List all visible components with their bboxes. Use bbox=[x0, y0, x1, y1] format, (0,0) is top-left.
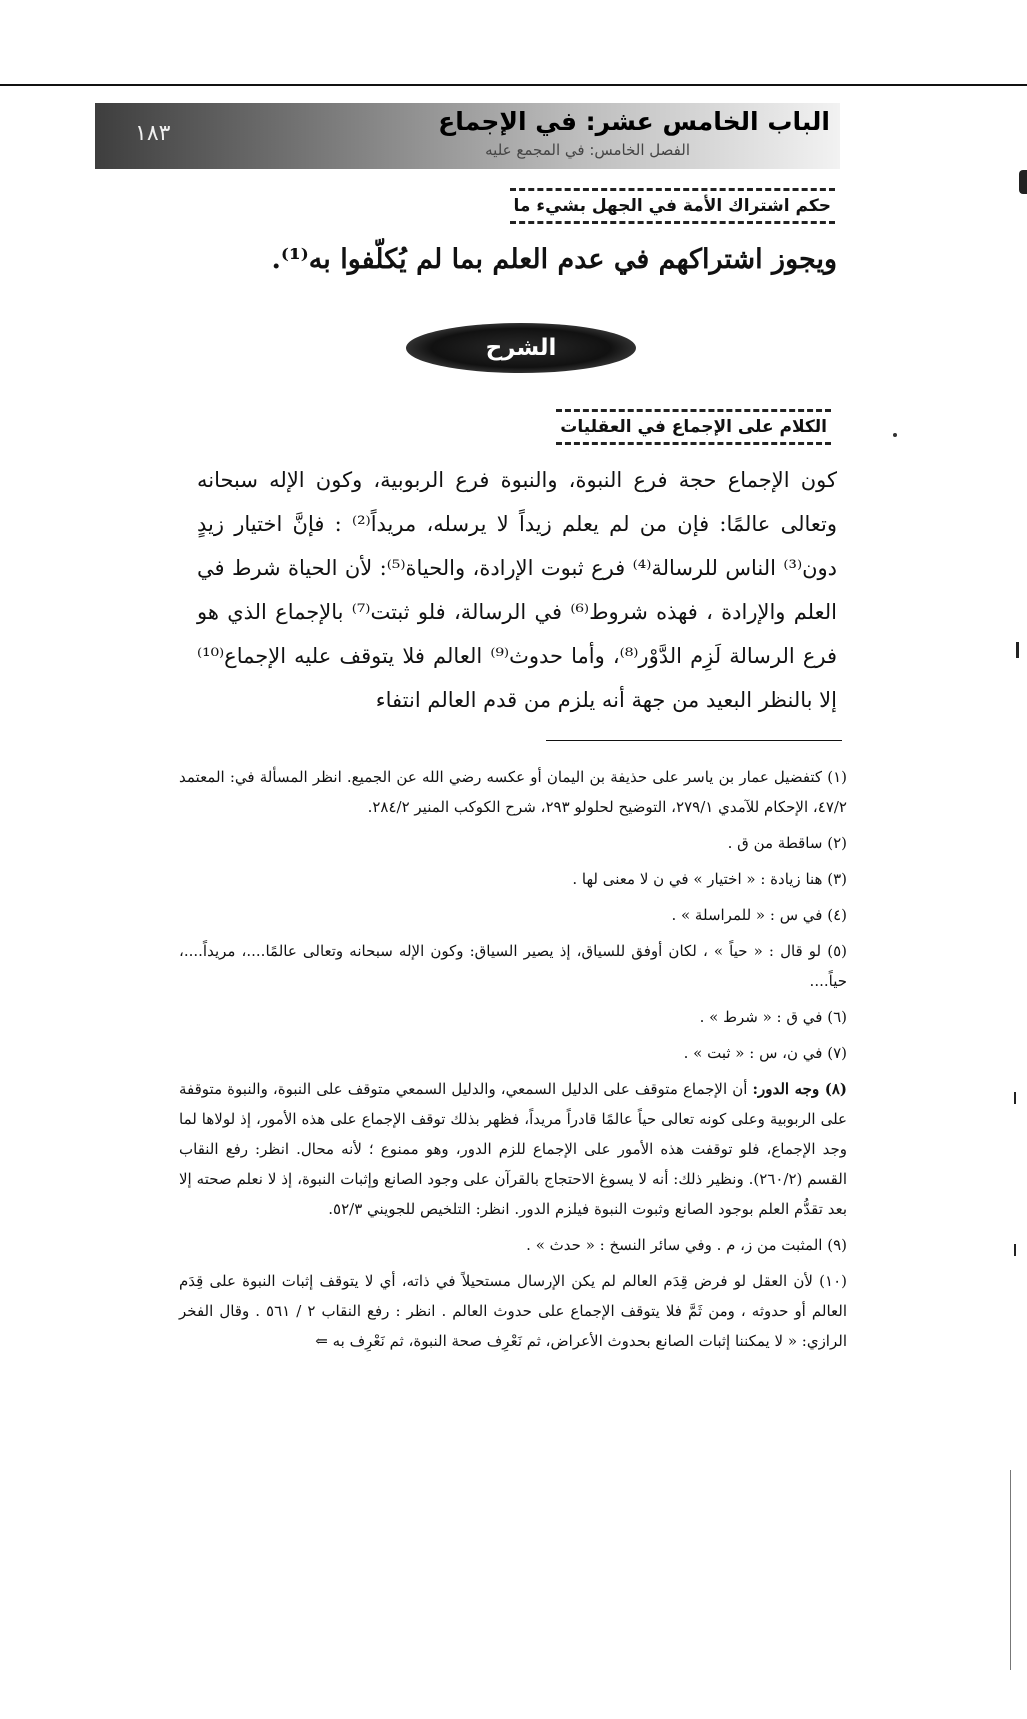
footnote-7: (٧) في ن، س : « ثبت » . bbox=[683, 1044, 847, 1062]
footnote-1: (١) كتفضيل عمار بن ياسر على حذيفة بن اليمان أو عكسه رضي الله عن الجميع. انظر المسألة في: المعتمد ٤٧/٢، الإحكام للآمدي ٢٧٩/١، التوضيح لحلولو ٢٩٣، شرح الكوكب المنير ٢٨٤/٢. bbox=[179, 768, 847, 816]
margin-mark bbox=[1016, 642, 1019, 658]
side-rule bbox=[1010, 1470, 1011, 1670]
footnote-8-lead: (٨) وجه الدور: bbox=[752, 1080, 847, 1098]
footnotes bbox=[179, 762, 847, 1362]
footnote-rule bbox=[546, 740, 842, 741]
footnote-2: (٢) ساقطة من ق . bbox=[727, 834, 847, 852]
main-text: ويجوز اشتراكهم في عدم العلم بما لم يُكلّفوا به⁽¹⁾. bbox=[271, 244, 837, 275]
footnote-4: (٤) في س : « للمراسلة » . bbox=[671, 906, 847, 924]
section-heading-rational: الكلام على الإجماع في العقليات bbox=[556, 409, 831, 445]
dot-mark bbox=[893, 433, 897, 437]
section-subtitle: الفصل الخامس: في المجمع عليه bbox=[485, 141, 690, 159]
margin-mark bbox=[1014, 1092, 1016, 1104]
margin-mark bbox=[1014, 1244, 1016, 1256]
footnote-8 bbox=[179, 1074, 847, 1224]
footnote-8-text: أن الإجماع متوقف على الدليل السمعي، والدليل السمعي متوقف على النبوة، والنبوة متوقفة على الربوبية وعلى كونه تعالى حياً عالمًا قادراً مريداً، فظهر بذلك توقف الإجماع على هذه الأمور، إذ لولاها لما وجد الإجماع، فلو توقفت هذه الأمور على الإجماع للزم الدور، وهو ممنوع ؛ لأنه محال. انظر: رفع النقاب القسم (٢٦٠/٢). ونظير ذلك: أنه لا يسوغ الاحتجاج بالقرآن على وجود الصانع وإثبات النبوة، إذ لا نعلم صحته إلا بعد تقدُّم العلم بوجود الصانع وثبوت النبوة فيلزم الدور. انظر: التلخيص للجويني ٥٢/٣. bbox=[179, 1080, 848, 1218]
section-heading-ignorance: حكم اشتراك الأمة في الجهل بشيء ما bbox=[510, 188, 835, 224]
chapter-title: الباب الخامس عشر: في الإجماع bbox=[438, 107, 830, 136]
margin-mark bbox=[1019, 170, 1027, 194]
footnote-6: (٦) في ق : « شرط » . bbox=[699, 1008, 847, 1026]
page-number: ١٨٣ bbox=[135, 121, 171, 146]
top-rule bbox=[0, 84, 1027, 86]
footnote-10: (١٠) لأن العقل لو فرض قِدَم العالم لم يكن الإرسال مستحيلاً في ذاته، أي لا يتوقف إثبات النبوة على قِدَم العالم أو حدوثه ، ومن ثَمَّ فلا يتوقف الإجماع على حدوث العالم . انظر : رفع النقاب ٢ / ٥٦١ . وقال الفخر الرازي: « لا يمكننا إثبات الصانع بحدوث الأعراض، ثم نَعْرِف صحة النبوة، ثم نَعْرِف به ⇐ bbox=[179, 1272, 847, 1350]
footnote-9: (٩) المثبت من ز، م . وفي سائر النسخ : « حدث » . bbox=[526, 1236, 847, 1254]
page-header bbox=[95, 103, 840, 169]
commentary-paragraph: كون الإجماع حجة فرع النبوة، والنبوة فرع الربوبية، وكون الإله سبحانه وتعالى عالمًا: فإن من لم يعلم زيداً لا يرسله، مريداً⁽²⁾ : فإنَّ اختيار زيدٍ دون⁽³⁾ الناس للرسالة⁽⁴⁾ فرع ثبوت الإرادة، والحياة⁽⁵⁾: لأن الحياة شرط في العلم والإرادة ، فهذه شروط⁽⁶⁾ في الرسالة، فلو ثبتت⁽⁷⁾ بالإجماع الذي هو فرع الرسالة لَزِم الدَّوْر⁽⁸⁾، وأما حدوث⁽⁹⁾ العالم فلا يتوقف عليه الإجماع⁽¹⁰⁾ إلا بالنظر البعيد من جهة أنه يلزم من قدم العالم انتفاء bbox=[197, 468, 838, 712]
sharh-badge: الشرح bbox=[406, 323, 636, 373]
footnote-5: (٥) لو قال : « حياً » ، لكان أوفق للسياق، إذ يصير السياق: وكون الإله سبحانه وتعالى عالمًا....، مريداً....، حياً.... bbox=[179, 942, 847, 990]
footnote-3: (٣) هنا زيادة : « اختيار » في ن لا معنى لها . bbox=[572, 870, 847, 888]
